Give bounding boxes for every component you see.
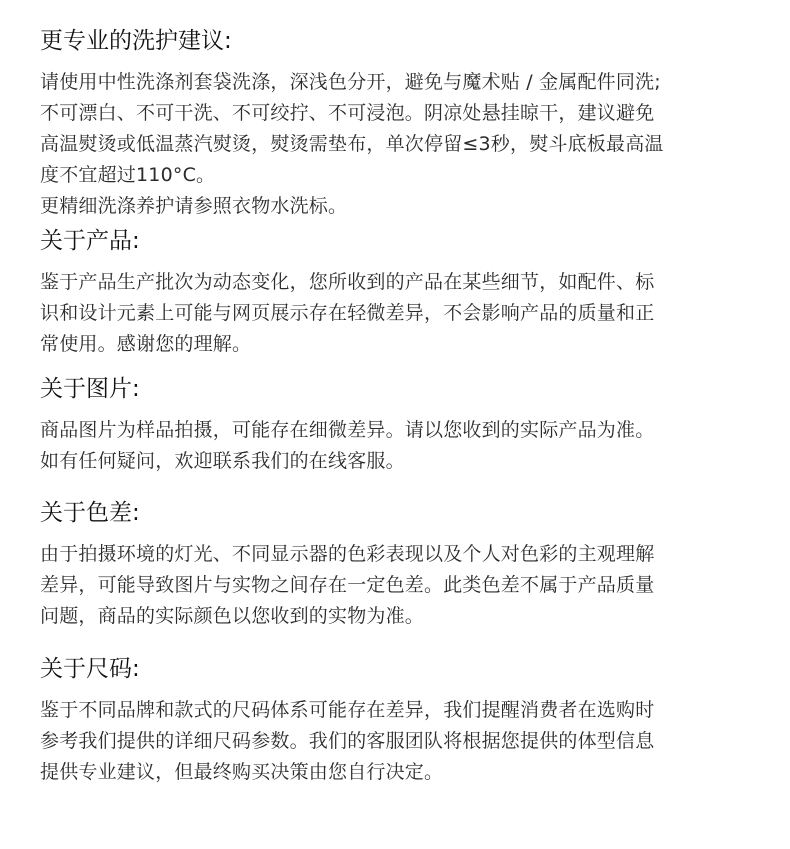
body-line: 请使用中性洗涤剂套袋洗涤，深浅色分开，避免与魔术贴 / 金属配件同洗;	[40, 71, 661, 93]
section-about-product	[40, 224, 750, 372]
section-body	[40, 267, 750, 360]
section-body	[40, 539, 750, 632]
section-care-advice	[40, 24, 750, 224]
body-line: 高温熨烫或低温蒸汽熨烫，熨烫需垫布，单次停留≤3秒，熨斗底板最高温	[40, 133, 664, 155]
body-line: 问题，商品的实际颜色以您收到的实物为准。	[40, 605, 425, 627]
body-line: 提供专业建议，但最终购买决策由您自行决定。	[40, 761, 444, 783]
body-line: 识和设计元素上可能与网页展示存在轻微差异，不会影响产品的质量和正	[40, 302, 655, 324]
section-heading: 关于尺码:	[40, 656, 140, 682]
body-line: 参考我们提供的详细尺码参数。我们的客服团队将根据您提供的体型信息	[40, 730, 655, 752]
section-heading: 关于产品:	[40, 228, 140, 254]
body-line: 差异，可能导致图片与实物之间存在一定色差。此类色差不属于产品质量	[40, 574, 655, 596]
body-line: 如有任何疑问，欢迎联系我们的在线客服。	[40, 450, 405, 472]
section-heading: 更专业的洗护建议:	[40, 28, 232, 54]
section-about-size	[40, 652, 750, 802]
section-heading: 关于图片:	[40, 376, 140, 402]
section-body	[40, 67, 750, 222]
body-line: 不可漂白、不可干洗、不可绞拧、不可浸泡。阴凉处悬挂晾干，建议避免	[40, 102, 655, 124]
body-line: 常使用。感谢您的理解。	[40, 333, 252, 355]
body-line: 鉴于不同品牌和款式的尺码体系可能存在差异，我们提醒消费者在选购时	[40, 699, 655, 721]
body-line: 鉴于产品生产批次为动态变化，您所收到的产品在某些细节，如配件、标	[40, 271, 655, 293]
body-line: 商品图片为样品拍摄，可能存在细微差异。请以您收到的实际产品为准。	[40, 419, 655, 441]
section-heading: 关于色差:	[40, 500, 140, 526]
body-line: 更精细洗涤养护请参照衣物水洗标。	[40, 195, 348, 217]
section-about-images	[40, 372, 750, 496]
section-about-color-difference	[40, 496, 750, 652]
body-line: 由于拍摄环境的灯光、不同显示器的色彩表现以及个人对色彩的主观理解	[40, 543, 655, 565]
body-line: 度不宜超过110°C。	[40, 164, 216, 186]
section-body	[40, 415, 750, 477]
section-body	[40, 695, 750, 788]
